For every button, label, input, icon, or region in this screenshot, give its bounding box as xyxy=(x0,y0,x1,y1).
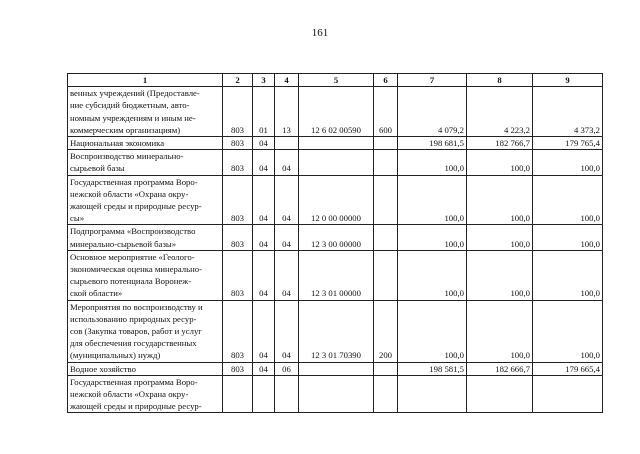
admin-code-cell: 803 xyxy=(223,137,253,150)
section-cell: 04 xyxy=(253,225,275,250)
expense-type-cell xyxy=(374,175,398,225)
amount-year3-cell: 100,0 xyxy=(533,150,603,175)
target-article-cell: 12 3 00 00000 xyxy=(299,225,374,250)
amount-year1-cell: 100,0 xyxy=(398,250,467,300)
subsection-cell: 13 xyxy=(275,87,299,137)
section-cell: 04 xyxy=(253,175,275,225)
subsection-cell: 04 xyxy=(275,175,299,225)
amount-year1-cell: 100,0 xyxy=(398,225,467,250)
target-article-cell: 12 3 01 00000 xyxy=(299,250,374,300)
admin-code-cell: 803 xyxy=(223,250,253,300)
amount-year1-cell: 100,0 xyxy=(398,175,467,225)
admin-code-cell xyxy=(223,375,253,413)
section-cell: 04 xyxy=(253,137,275,150)
amount-year1-cell: 198 681,5 xyxy=(398,137,467,150)
target-article-cell xyxy=(299,375,374,413)
amount-year1-cell: 100,0 xyxy=(398,300,467,362)
expense-type-cell xyxy=(374,225,398,250)
section-cell: 04 xyxy=(253,362,275,375)
amount-year1-cell: 100,0 xyxy=(398,150,467,175)
column-header-4: 4 xyxy=(275,74,299,87)
expense-type-cell xyxy=(374,375,398,413)
table-row xyxy=(68,362,603,375)
amount-year2-cell xyxy=(467,375,533,413)
target-article-cell: 12 3 01 70390 xyxy=(299,300,374,362)
target-article-cell: 12 0 00 00000 xyxy=(299,175,374,225)
item-name-cell: Водное хозяйство xyxy=(68,362,223,375)
expense-type-cell: 200 xyxy=(374,300,398,362)
expense-type-cell xyxy=(374,150,398,175)
admin-code-cell: 803 xyxy=(223,362,253,375)
item-name-cell: Государственная программа Воро- нежской области «Охрана окру- жающей среды и природные ресур- xyxy=(68,375,223,413)
admin-code-cell: 803 xyxy=(223,175,253,225)
amount-year1-cell: 198 581,5 xyxy=(398,362,467,375)
amount-year2-cell: 100,0 xyxy=(467,225,533,250)
amount-year1-cell xyxy=(398,375,467,413)
page-number: 161 xyxy=(311,27,329,39)
table-row xyxy=(68,225,603,250)
section-cell: 04 xyxy=(253,300,275,362)
table-row xyxy=(68,175,603,225)
subsection-cell: 04 xyxy=(275,250,299,300)
table-row xyxy=(68,87,603,137)
admin-code-cell: 803 xyxy=(223,300,253,362)
column-header-6: 6 xyxy=(374,74,398,87)
item-name-cell: Мероприятия по воспроизводству и использованию природных ресур- сов (Закупка товаров, работ и услуг для обеспечения государственных (муниципальных) нужд) xyxy=(68,300,223,362)
budget-table xyxy=(67,73,603,413)
amount-year2-cell: 100,0 xyxy=(467,300,533,362)
amount-year2-cell: 100,0 xyxy=(467,250,533,300)
table-header xyxy=(68,74,603,87)
table-row xyxy=(68,137,603,150)
amount-year3-cell: 179 765,4 xyxy=(533,137,603,150)
column-header-7: 7 xyxy=(398,74,467,87)
expense-type-cell xyxy=(374,362,398,375)
column-header-9: 9 xyxy=(533,74,603,87)
amount-year2-cell: 4 223,2 xyxy=(467,87,533,137)
amount-year3-cell: 100,0 xyxy=(533,300,603,362)
item-name-cell: Основное мероприятие «Геолого- экономическая оценка минерально- сырьевого потенциала Воронеж- ской области» xyxy=(68,250,223,300)
table-row xyxy=(68,375,603,413)
target-article-cell xyxy=(299,150,374,175)
subsection-cell: 04 xyxy=(275,150,299,175)
header-row xyxy=(68,74,603,87)
item-name-cell: Подпрограмма «Воспроизводство минерально-сырьевой базы» xyxy=(68,225,223,250)
amount-year2-cell: 100,0 xyxy=(467,175,533,225)
item-name-cell: Воспроизводство минерально- сырьевой базы xyxy=(68,150,223,175)
admin-code-cell: 803 xyxy=(223,87,253,137)
amount-year3-cell: 179 665,4 xyxy=(533,362,603,375)
amount-year3-cell: 100,0 xyxy=(533,250,603,300)
column-header-5: 5 xyxy=(299,74,374,87)
subsection-cell: 06 xyxy=(275,362,299,375)
item-name-cell: Государственная программа Воро- нежской области «Охрана окру- жающей среды и природные ресур- сы» xyxy=(68,175,223,225)
section-cell: 04 xyxy=(253,150,275,175)
amount-year3-cell: 100,0 xyxy=(533,175,603,225)
table-row xyxy=(68,250,603,300)
table-row xyxy=(68,150,603,175)
section-cell: 04 xyxy=(253,250,275,300)
item-name-cell: Национальная экономика xyxy=(68,137,223,150)
item-name-cell: венных учреждений (Предоставле- ние субсидий бюджетным, авто- номным учреждениям и иным не- коммерческим организациям) xyxy=(68,87,223,137)
column-header-8: 8 xyxy=(467,74,533,87)
amount-year1-cell: 4 079,2 xyxy=(398,87,467,137)
amount-year3-cell: 100,0 xyxy=(533,225,603,250)
expense-type-cell xyxy=(374,137,398,150)
amount-year3-cell xyxy=(533,375,603,413)
section-cell: 01 xyxy=(253,87,275,137)
target-article-cell xyxy=(299,362,374,375)
amount-year3-cell: 4 373,2 xyxy=(533,87,603,137)
expense-type-cell: 600 xyxy=(374,87,398,137)
admin-code-cell: 803 xyxy=(223,150,253,175)
page-bottom-margin xyxy=(67,424,603,454)
admin-code-cell: 803 xyxy=(223,225,253,250)
table-row xyxy=(68,300,603,362)
target-article-cell xyxy=(299,137,374,150)
expense-type-cell xyxy=(374,250,398,300)
subsection-cell: 04 xyxy=(275,225,299,250)
subsection-cell xyxy=(275,375,299,413)
table-body xyxy=(68,87,603,413)
amount-year2-cell: 182 666,7 xyxy=(467,362,533,375)
target-article-cell: 12 6 02 00590 xyxy=(299,87,374,137)
amount-year2-cell: 100,0 xyxy=(467,150,533,175)
column-header-3: 3 xyxy=(253,74,275,87)
section-cell xyxy=(253,375,275,413)
column-header-1: 1 xyxy=(68,74,223,87)
subsection-cell xyxy=(275,137,299,150)
amount-year2-cell: 182 766,7 xyxy=(467,137,533,150)
column-header-2: 2 xyxy=(223,74,253,87)
subsection-cell: 04 xyxy=(275,300,299,362)
